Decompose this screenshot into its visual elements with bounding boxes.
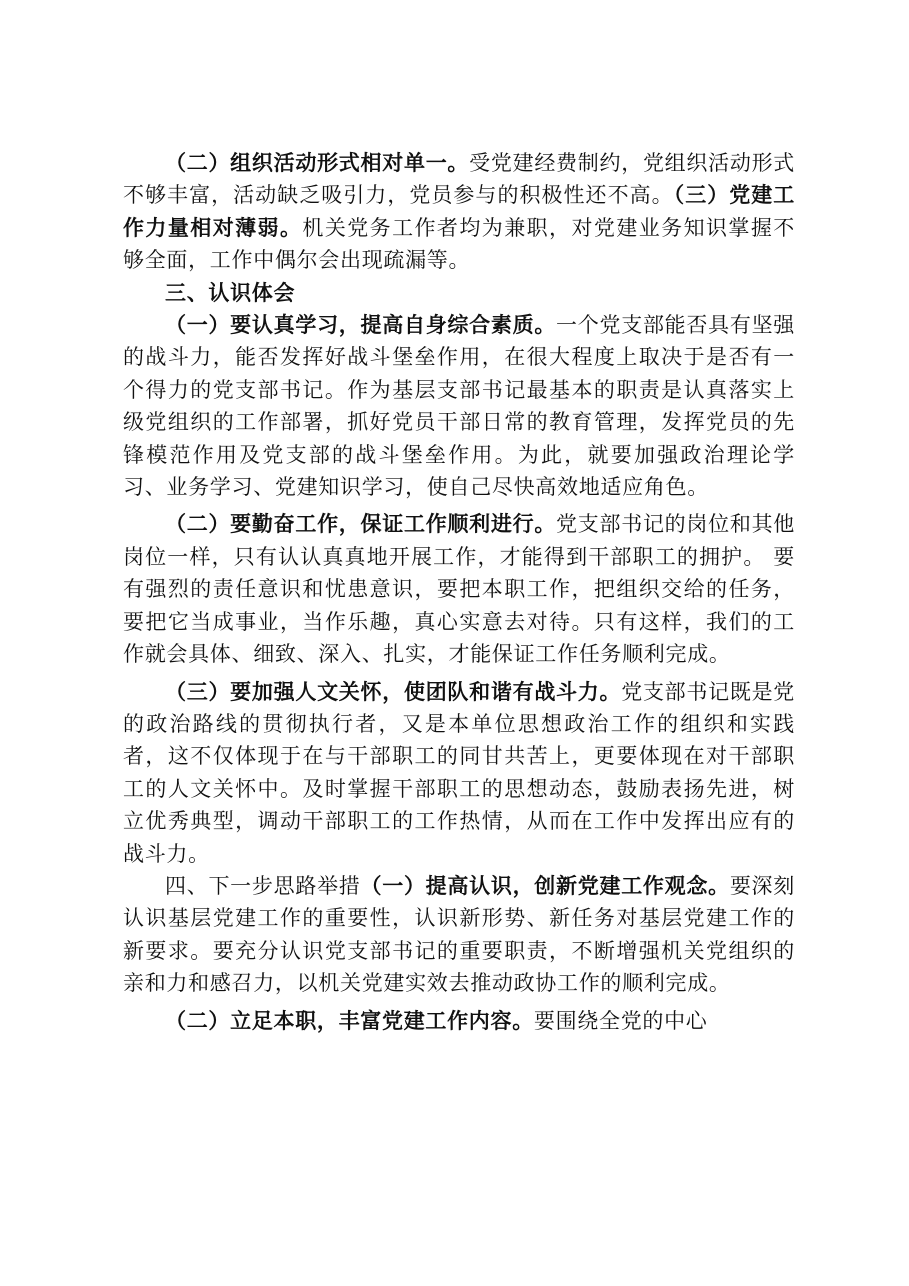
paragraph-next-steps <box>123 870 795 1000</box>
paragraph-text: 党支部书记既是党的政治路线的贯彻执行者，又是本单位思想政治工作的组织和实践者，这不仅体现于在与干部职工的同甘共苦上，更要体现在对干部职工的人文关怀中。及时掌握干部职工的思想动态，鼓励表扬先进，树立优秀典型，调动干部职工的工作热情，从而在工作中发挥出应有的战斗力。 <box>123 679 795 866</box>
paragraph-work-hard <box>123 508 795 670</box>
paragraph-text: 要深刻认识基层党建工作的重要性，认识新形势、新任务对基层党建工作的新要求。要充分认识党支部书记的重要职责，不断增强机关党组织的亲和力和感召力，以机关党建实效去推动政协工作的顺利完成。 <box>123 873 795 996</box>
paragraph-humanistic-care <box>123 676 795 870</box>
paragraph-text: 党支部书记的岗位和其他岗位一样，只有认认真真地开展工作，才能得到干部职工的拥护。 要有强烈的责任意识和忧患意识，要把本职工作，把组织交给的任务，要把它当成事业，当作乐趣，真心实意去对待。只有这样，我们的工作就会具体、细致、深入、扎实，才能保证工作任务顺利完成。 <box>123 512 795 667</box>
subheading-activity-form: （二）组织活动形式相对单一。 <box>165 150 470 175</box>
paragraph-text: 一个党支部能否具有坚强的战斗力，能否发挥好战斗堡垒作用，在很大程度上取决于是否有一个得力的党支部书记。作为基层支部书记最基本的职责是认真落实上级党组织的工作部署，抓好党员干部日常的教育管理，发挥党员的先锋模范作用及党支部的战斗堡垒作用。为此，就要加强政治理论学习、业务学习、党建知识学习，使自己尽快高效地适应角色。 <box>123 313 795 500</box>
subheading-raise-awareness: （一）提高认识，创新党建工作观念。 <box>360 872 730 898</box>
paragraph-problems-continued <box>123 147 795 277</box>
subheading-humanistic-care: （三）要加强人文关怀，使团队和谐有战斗力。 <box>165 678 622 704</box>
section-heading-next-steps: 四、下一步思路举措 <box>165 873 361 898</box>
subheading-study: （一）要认真学习，提高自身综合素质。 <box>165 312 557 338</box>
paragraph-enrich-content <box>123 1005 795 1037</box>
subheading-work-hard: （二）要勤奋工作，保证工作顺利进行。 <box>165 511 557 537</box>
subheading-enrich-content: （二）立足本职，丰富党建工作内容。 <box>165 1007 534 1033</box>
paragraph-text: 要围绕全党的中心 <box>533 1008 708 1033</box>
paragraph-study <box>123 309 795 503</box>
paragraph-text: 机关党务工作者均为兼职，对党建业务知识掌握不够全面，工作中偶尔会出现疏漏等。 <box>123 215 795 273</box>
paragraph-text: 受党建经费制约，党组织活动形式不够丰富，活动缺乏吸引力，党员参与的积极性还不高。 <box>123 151 795 208</box>
section-heading-insights: 三、认识体会 <box>165 280 296 305</box>
subheading-party-strength: （三）党建工作力量相对薄弱。 <box>123 182 796 240</box>
document-body <box>123 147 795 1037</box>
